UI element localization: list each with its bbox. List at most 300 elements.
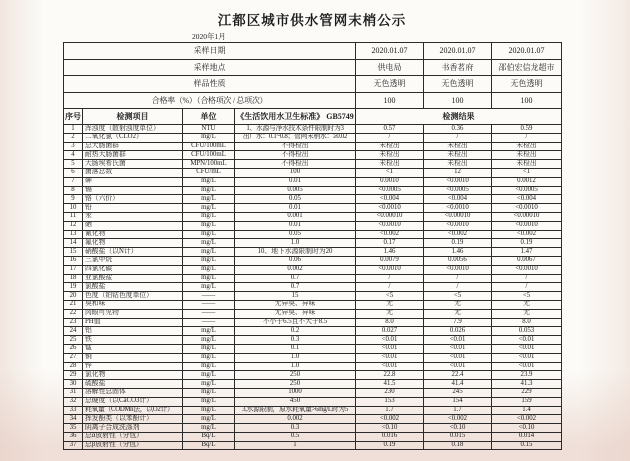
cell-unit: —— — [183, 300, 235, 309]
cell-no: 33 — [64, 406, 83, 415]
cell-unit: mg/L — [183, 336, 235, 345]
cell-unit: mg/L — [183, 371, 235, 380]
cell-standard: 1 — [235, 441, 356, 450]
cell-no: 17 — [64, 265, 83, 274]
cell-standard: 1.0 — [235, 239, 356, 248]
meta-label: 采样日期 — [64, 43, 356, 60]
table-row — [64, 195, 562, 204]
cell-unit: mg/L — [183, 283, 235, 292]
cell-item: 浑浊度（散射浊度单位） — [83, 125, 183, 134]
cell-result: <0.01 — [356, 336, 424, 345]
cell-result: <0.0010 — [356, 265, 424, 274]
cell-result: <0.01 — [424, 336, 492, 345]
meta-value: 100 — [356, 92, 424, 109]
cell-result: <0.004 — [356, 195, 424, 204]
meta-label: 合格率（%）（合格项次 / 总项次） — [64, 92, 356, 109]
cell-result: <1 — [492, 168, 562, 177]
table-row — [64, 371, 562, 380]
cell-unit: mg/L — [183, 177, 235, 186]
cell-standard: 0.002 — [235, 415, 356, 424]
cell-no: 31 — [64, 388, 83, 397]
cell-item: 汞 — [83, 212, 183, 221]
cell-result: / — [492, 274, 562, 283]
cell-unit: CFU/100mL — [183, 142, 235, 151]
cell-item: 溶解性总固体 — [83, 388, 183, 397]
cell-result: 1.46 — [424, 248, 492, 257]
cell-item: 硝酸盐（以N计） — [83, 248, 183, 257]
cell-no: 9 — [64, 195, 83, 204]
cell-standard: 不得检出 — [235, 151, 356, 160]
cell-result: <0.01 — [356, 362, 424, 371]
cell-result: 153 — [356, 397, 424, 406]
cell-result: 0.0056 — [424, 256, 492, 265]
table-row — [64, 221, 562, 230]
cell-result: 23.9 — [492, 371, 562, 380]
cell-result: <0.01 — [424, 353, 492, 362]
cell-standard: 15 — [235, 292, 356, 301]
cell-standard: 不得检出 — [235, 160, 356, 169]
cell-item: 总大肠菌群 — [83, 142, 183, 151]
cell-unit: mg/L — [183, 397, 235, 406]
cell-result: 7.9 — [424, 318, 492, 327]
cell-result: 0.15 — [492, 441, 562, 450]
cell-unit: mg/L — [183, 248, 235, 257]
cell-no: 29 — [64, 371, 83, 380]
table-row — [64, 160, 562, 169]
cell-result: 未检出 — [424, 151, 492, 160]
col-header-unit: 单位 — [183, 109, 235, 125]
cell-item: 氯酸盐 — [83, 283, 183, 292]
cell-unit: mg/L — [183, 274, 235, 283]
cell-result: 0.0012 — [492, 177, 562, 186]
cell-item: 耐热大肠菌群 — [83, 151, 183, 160]
cell-unit: mg/L — [183, 388, 235, 397]
cell-result: <0.01 — [356, 344, 424, 353]
cell-result: 0.053 — [492, 327, 562, 336]
meta-value: 供电局 — [356, 59, 424, 76]
cell-result: <0.002 — [356, 230, 424, 239]
cell-no: 5 — [64, 160, 83, 169]
cell-standard: 0.001 — [235, 212, 356, 221]
cell-no: 18 — [64, 274, 83, 283]
table-row — [64, 362, 562, 371]
cell-item: 镉 — [83, 186, 183, 195]
cell-unit: mg/L — [183, 265, 235, 274]
cell-standard: 1.0 — [235, 353, 356, 362]
cell-unit: mg/L — [183, 204, 235, 213]
cell-standard: 0.002 — [235, 265, 356, 274]
meta-value: 无色透明 — [356, 76, 424, 93]
cell-unit: mg/L — [183, 221, 235, 230]
cell-standard: 不得检出 — [235, 142, 356, 151]
table-row — [64, 415, 562, 424]
cell-result: 未检出 — [492, 151, 562, 160]
cell-result: 未检出 — [492, 142, 562, 151]
cell-result: <0.0005 — [424, 186, 492, 195]
cell-no: 24 — [64, 327, 83, 336]
cell-item: 锌 — [83, 362, 183, 371]
table-row — [64, 380, 562, 389]
cell-standard: 0.1 — [235, 344, 356, 353]
cell-item: 亚氯酸盐 — [83, 274, 183, 283]
cell-no: 6 — [64, 168, 83, 177]
cell-unit: mg/L — [183, 415, 235, 424]
cell-result: 0.19 — [356, 441, 424, 450]
cell-standard: 250 — [235, 380, 356, 389]
cell-unit: mg/L — [183, 344, 235, 353]
cell-standard: 0.7 — [235, 274, 356, 283]
cell-no: 8 — [64, 186, 83, 195]
cell-result: 0.17 — [356, 239, 424, 248]
cell-no: 32 — [64, 397, 83, 406]
cell-item: 肉眼可见物 — [83, 309, 183, 318]
meta-value: 邵伯宏信龙超市 — [492, 59, 562, 76]
cell-item: 砷 — [83, 177, 183, 186]
meta-value: 2020.01.07 — [356, 43, 424, 60]
table-row — [64, 177, 562, 186]
cell-result: <0.01 — [424, 344, 492, 353]
cell-unit: mg/L — [183, 239, 235, 248]
cell-result: <0.0010 — [424, 177, 492, 186]
meta-value: 书香茗府 — [424, 59, 492, 76]
cell-unit: mg/L — [183, 212, 235, 221]
cell-result: 1.7 — [424, 406, 492, 415]
cell-unit: mg/L — [183, 133, 235, 142]
table-row — [64, 248, 562, 257]
cell-result: 0.57 — [356, 125, 424, 134]
cell-no: 19 — [64, 283, 83, 292]
cell-result: 无 — [356, 309, 424, 318]
cell-standard: 0.2 — [235, 327, 356, 336]
cell-result: 0.18 — [424, 441, 492, 450]
cell-standard: 无异臭、异味 — [235, 309, 356, 318]
cell-result: / — [424, 283, 492, 292]
water-quality-table — [63, 42, 562, 450]
table-row — [64, 283, 562, 292]
cell-item: PH值 — [83, 318, 183, 327]
table-row — [64, 318, 562, 327]
cell-unit: —— — [183, 318, 235, 327]
col-header-result: 检测结果 — [356, 109, 562, 125]
cell-result: <0.00010 — [492, 212, 562, 221]
cell-no: 1 — [64, 125, 83, 134]
cell-unit: Bq/L — [183, 441, 235, 450]
cell-unit: —— — [183, 292, 235, 301]
cell-unit: CFU/100mL — [183, 151, 235, 160]
cell-standard: 出厂水：0.1~0.8；管网末梢水：≥0.02 — [235, 133, 356, 142]
cell-unit: mg/L — [183, 406, 235, 415]
cell-standard: 0.3 — [235, 336, 356, 345]
cell-result: / — [492, 283, 562, 292]
cell-item: 臭和味 — [83, 300, 183, 309]
cell-result: <0.0010 — [424, 221, 492, 230]
cell-result: <0.002 — [424, 415, 492, 424]
cell-result: / — [492, 133, 562, 142]
cell-item: 总硬度（以CaCO3计） — [83, 397, 183, 406]
cell-result: 未检出 — [356, 151, 424, 160]
cell-result: 1.7 — [356, 406, 424, 415]
table-row — [64, 151, 562, 160]
cell-standard: 1.0 — [235, 362, 356, 371]
table-row — [64, 292, 562, 301]
table-row — [64, 441, 562, 450]
cell-unit: mg/L — [183, 195, 235, 204]
cell-result: / — [424, 133, 492, 142]
cell-result: <0.002 — [356, 415, 424, 424]
cell-result: 154 — [424, 397, 492, 406]
cell-result: / — [356, 133, 424, 142]
cell-no: 15 — [64, 248, 83, 257]
table-row — [64, 204, 562, 213]
cell-no: 4 — [64, 151, 83, 160]
cell-item: 二氧化氯（CLO2） — [83, 133, 183, 142]
col-header-item: 检测项目 — [83, 109, 183, 125]
cell-result: 1.4 — [492, 406, 562, 415]
cell-unit: mg/L — [183, 424, 235, 433]
table-row — [64, 212, 562, 221]
cell-result: 无 — [424, 300, 492, 309]
cell-unit: mg/L — [183, 230, 235, 239]
cell-result: 159 — [492, 397, 562, 406]
cell-result: 0.014 — [492, 432, 562, 441]
table-row — [64, 300, 562, 309]
cell-result: <0.10 — [356, 424, 424, 433]
cell-result: <0.004 — [424, 195, 492, 204]
cell-item: 铝 — [83, 327, 183, 336]
cell-no: 3 — [64, 142, 83, 151]
meta-label: 样品性质 — [64, 76, 356, 93]
table-row — [64, 186, 562, 195]
cell-unit: mg/L — [183, 186, 235, 195]
cell-result: <0.0010 — [356, 204, 424, 213]
table-row — [64, 336, 562, 345]
column-header-row — [64, 109, 562, 125]
cell-result: 0.36 — [424, 125, 492, 134]
cell-result: <0.0010 — [424, 204, 492, 213]
col-header-standard: 《生活饮用水卫生标准》 GB5749 — [235, 109, 356, 125]
cell-result: 无 — [492, 309, 562, 318]
cell-result: 无 — [356, 300, 424, 309]
cell-unit: —— — [183, 309, 235, 318]
cell-no: 30 — [64, 380, 83, 389]
cell-no: 11 — [64, 212, 83, 221]
cell-result: <5 — [424, 292, 492, 301]
cell-no: 23 — [64, 318, 83, 327]
cell-standard: 3,水源限制，原水耗氧量>6mg/L时为5 — [235, 406, 356, 415]
cell-standard: 0.05 — [235, 230, 356, 239]
table-row — [64, 424, 562, 433]
cell-no: 7 — [64, 177, 83, 186]
data-rows-section — [64, 125, 562, 450]
cell-result: <0.002 — [492, 415, 562, 424]
table-row — [64, 327, 562, 336]
cell-no: 21 — [64, 300, 83, 309]
cell-result: <0.0005 — [356, 186, 424, 195]
cell-unit: mg/L — [183, 256, 235, 265]
cell-unit: NTU — [183, 125, 235, 134]
page-title: 江都区城市供水管网末梢公示 — [217, 13, 407, 28]
cell-unit: mg/L — [183, 380, 235, 389]
cell-result: <1 — [356, 168, 424, 177]
cell-standard: 0.7 — [235, 283, 356, 292]
meta-value: 100 — [424, 92, 492, 109]
cell-result: <5 — [356, 292, 424, 301]
meta-row — [64, 43, 562, 60]
cell-no: 28 — [64, 362, 83, 371]
table-row — [64, 168, 562, 177]
cell-result: 0.016 — [356, 432, 424, 441]
cell-result: 245 — [424, 388, 492, 397]
cell-result: 230 — [356, 388, 424, 397]
cell-standard: 0.01 — [235, 221, 356, 230]
cell-no: 14 — [64, 239, 83, 248]
cell-no: 22 — [64, 309, 83, 318]
cell-result: <0.0010 — [492, 204, 562, 213]
cell-item: 铬（六价） — [83, 195, 183, 204]
cell-item: 氟化物 — [83, 239, 183, 248]
cell-result: 229 — [492, 388, 562, 397]
cell-result: 8.0 — [492, 318, 562, 327]
cell-standard: 0.5 — [235, 432, 356, 441]
cell-result: <0.004 — [492, 195, 562, 204]
cell-standard: 250 — [235, 371, 356, 380]
table-row — [64, 344, 562, 353]
cell-result: 未检出 — [356, 160, 424, 169]
table-row — [64, 239, 562, 248]
cell-result: 0.027 — [356, 327, 424, 336]
cell-unit: CFU/mL — [183, 168, 235, 177]
column-header-section — [64, 109, 562, 125]
cell-result: 12 — [424, 168, 492, 177]
cell-result: 22.4 — [424, 371, 492, 380]
cell-item: 总α放射性（分包） — [83, 432, 183, 441]
cell-result: <0.00010 — [424, 212, 492, 221]
cell-result: 1.46 — [356, 248, 424, 257]
table-row — [64, 406, 562, 415]
cell-item: 硫酸盐 — [83, 380, 183, 389]
cell-item: 挥发酚类（以苯酚计） — [83, 415, 183, 424]
table-row — [64, 256, 562, 265]
cell-standard: 1、水源与净水技术条件限制时为3 — [235, 125, 356, 134]
cell-no: 36 — [64, 432, 83, 441]
col-header-no: 序号 — [64, 109, 83, 125]
cell-result: 0.0010 — [356, 177, 424, 186]
meta-value: 100 — [492, 92, 562, 109]
cell-result: 0.0067 — [492, 256, 562, 265]
cell-result: 0.026 — [424, 327, 492, 336]
cell-result: <0.0010 — [492, 221, 562, 230]
cell-item: 氰化物 — [83, 230, 183, 239]
cell-item: 铜 — [83, 353, 183, 362]
cell-item: 总β放射性（分包） — [83, 441, 183, 450]
cell-standard: 10、地下水源限制时为20 — [235, 248, 356, 257]
cell-result: <0.00010 — [356, 212, 424, 221]
cell-standard: 1000 — [235, 388, 356, 397]
cell-standard: 0.3 — [235, 424, 356, 433]
cell-standard: 100 — [235, 168, 356, 177]
cell-no: 13 — [64, 230, 83, 239]
cell-result: <0.0010 — [492, 265, 562, 274]
cell-result: 未检出 — [424, 160, 492, 169]
cell-result: <0.01 — [424, 362, 492, 371]
cell-standard: 无异臭、异味 — [235, 300, 356, 309]
cell-result: 0.19 — [492, 239, 562, 248]
cell-result: 无 — [424, 309, 492, 318]
cell-result: <0.0010 — [356, 221, 424, 230]
cell-item: 耗氧量（CODMn法，以O2计） — [83, 406, 183, 415]
page-subtitle: 2020年1月 — [192, 32, 226, 41]
cell-standard: 不小于6.5且不大于8.5 — [235, 318, 356, 327]
cell-result: 0.59 — [492, 125, 562, 134]
cell-item: 氯化物 — [83, 371, 183, 380]
cell-item: 铁 — [83, 336, 183, 345]
cell-result: 未检出 — [492, 160, 562, 169]
cell-result: 22.8 — [356, 371, 424, 380]
table-row — [64, 397, 562, 406]
cell-result: 0.015 — [424, 432, 492, 441]
meta-value: 无色透明 — [492, 76, 562, 93]
table-row — [64, 133, 562, 142]
meta-value: 2020.01.07 — [492, 43, 562, 60]
meta-row — [64, 59, 562, 76]
cell-item: 锰 — [83, 344, 183, 353]
cell-result: 0.0079 — [356, 256, 424, 265]
cell-result: <0.01 — [356, 353, 424, 362]
cell-result: / — [356, 283, 424, 292]
cell-result: <0.0010 — [424, 265, 492, 274]
cell-standard: 0.01 — [235, 204, 356, 213]
cell-unit: mg/L — [183, 327, 235, 336]
meta-value: 无色透明 — [424, 76, 492, 93]
cell-standard: 0.005 — [235, 186, 356, 195]
cell-standard: 0.01 — [235, 177, 356, 186]
cell-item: 三氯甲烷 — [83, 256, 183, 265]
cell-result: / — [356, 274, 424, 283]
table-row — [64, 125, 562, 134]
table-row — [64, 309, 562, 318]
meta-row — [64, 92, 562, 109]
meta-label: 采样地点 — [64, 59, 356, 76]
meta-value: 2020.01.07 — [424, 43, 492, 60]
cell-unit: mg/L — [183, 353, 235, 362]
cell-unit: mg/L — [183, 362, 235, 371]
cell-no: 34 — [64, 415, 83, 424]
cell-result: 0.19 — [424, 239, 492, 248]
cell-no: 37 — [64, 441, 83, 450]
cell-no: 25 — [64, 336, 83, 345]
cell-result: 8.0 — [356, 318, 424, 327]
table-row — [64, 388, 562, 397]
cell-result: <0.01 — [492, 336, 562, 345]
cell-no: 16 — [64, 256, 83, 265]
cell-item: 铅 — [83, 204, 183, 213]
meta-row — [64, 76, 562, 93]
cell-no: 35 — [64, 424, 83, 433]
cell-no: 2 — [64, 133, 83, 142]
cell-result: / — [424, 274, 492, 283]
cell-no: 27 — [64, 353, 83, 362]
cell-item: 大肠埃希氏菌 — [83, 160, 183, 169]
cell-item: 四氯化碳 — [83, 265, 183, 274]
cell-result: 1.47 — [492, 248, 562, 257]
table-row — [64, 353, 562, 362]
cell-item: 阴离子合成洗涤剂 — [83, 424, 183, 433]
meta-section — [64, 43, 562, 109]
cell-result: <0.01 — [492, 353, 562, 362]
cell-no: 26 — [64, 344, 83, 353]
cell-no: 10 — [64, 204, 83, 213]
cell-result: 未检出 — [356, 142, 424, 151]
